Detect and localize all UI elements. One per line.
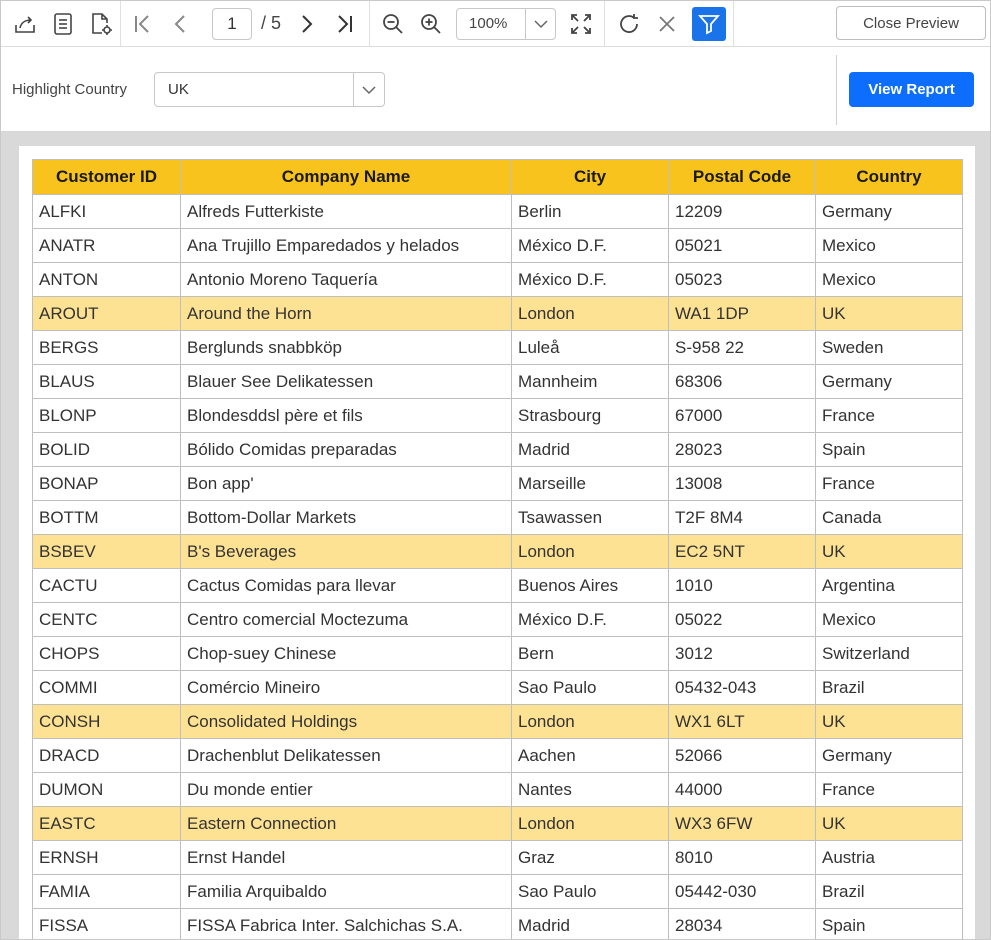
zoom-dropdown[interactable] (456, 8, 556, 40)
table-cell: Eastern Connection (181, 807, 512, 841)
table-cell: 05022 (669, 603, 816, 637)
table-cell: B's Beverages (181, 535, 512, 569)
table-cell: COMMI (33, 671, 181, 705)
highlight-country-value: UK (168, 81, 189, 98)
table-cell: Mexico (816, 263, 963, 297)
table-row (33, 365, 963, 399)
current-page-input[interactable]: 1 (212, 8, 252, 40)
table-cell: 68306 (669, 365, 816, 399)
table-cell: Madrid (512, 909, 669, 940)
table-cell: Brazil (816, 875, 963, 909)
chevron-down-icon[interactable] (353, 73, 384, 106)
table-cell: México D.F. (512, 603, 669, 637)
table-cell: 13008 (669, 467, 816, 501)
table-cell: 44000 (669, 773, 816, 807)
table-row (33, 195, 963, 229)
table-row (33, 671, 963, 705)
table-cell: Chop-suey Chinese (181, 637, 512, 671)
table-cell: Brazil (816, 671, 963, 705)
table-cell: CONSH (33, 705, 181, 739)
table-cell: Germany (816, 365, 963, 399)
table-row (33, 807, 963, 841)
table-cell: Ernst Handel (181, 841, 512, 875)
zoom-out-icon[interactable] (374, 6, 412, 42)
table-cell: Bottom-Dollar Markets (181, 501, 512, 535)
table-cell: 12209 (669, 195, 816, 229)
table-cell: Around the Horn (181, 297, 512, 331)
table-cell: CACTU (33, 569, 181, 603)
table-cell: UK (816, 807, 963, 841)
total-pages-label: / 5 (261, 13, 282, 33)
zoom-in-icon[interactable] (412, 6, 450, 42)
toolbar-zoom-group (370, 1, 600, 46)
table-cell: Du monde entier (181, 773, 512, 807)
table-cell: Blondesddsl père et fils (181, 399, 512, 433)
first-page-icon[interactable] (124, 6, 162, 42)
table-cell: London (512, 297, 669, 331)
table-cell: BOTTM (33, 501, 181, 535)
table-cell: ALFKI (33, 195, 181, 229)
table-cell: 05021 (669, 229, 816, 263)
report-page (19, 146, 975, 940)
table-cell: BONAP (33, 467, 181, 501)
close-preview-button[interactable]: Close Preview (836, 6, 986, 40)
table-cell: BERGS (33, 331, 181, 365)
table-cell: Antonio Moreno Taquería (181, 263, 512, 297)
table-cell: Cactus Comidas para llevar (181, 569, 512, 603)
column-header: City (512, 160, 669, 195)
table-cell: BLONP (33, 399, 181, 433)
table-row (33, 773, 963, 807)
toolbar-navigation-group (121, 1, 363, 46)
customer-table (32, 159, 963, 940)
table-cell: London (512, 705, 669, 739)
last-page-icon[interactable] (325, 6, 363, 42)
table-cell: Strasbourg (512, 399, 669, 433)
table-cell: DUMON (33, 773, 181, 807)
table-cell: ANTON (33, 263, 181, 297)
table-body (33, 195, 963, 940)
table-cell: CHOPS (33, 637, 181, 671)
table-row (33, 637, 963, 671)
next-page-icon[interactable] (287, 6, 325, 42)
table-row (33, 875, 963, 909)
toolbar-actions-group (605, 1, 726, 46)
document-icon[interactable] (44, 6, 82, 42)
table-cell: UK (816, 705, 963, 739)
table-cell: Ana Trujillo Emparedados y helados (181, 229, 512, 263)
zoom-value: 100% (469, 15, 508, 32)
report-canvas[interactable] (1, 132, 990, 940)
table-cell: Mannheim (512, 365, 669, 399)
table-cell: S-958 22 (669, 331, 816, 365)
table-cell: EASTC (33, 807, 181, 841)
table-cell: Aachen (512, 739, 669, 773)
table-cell: Bon app' (181, 467, 512, 501)
table-cell: France (816, 467, 963, 501)
table-row (33, 501, 963, 535)
table-cell: México D.F. (512, 263, 669, 297)
table-row (33, 841, 963, 875)
table-cell: Luleå (512, 331, 669, 365)
table-cell: Bern (512, 637, 669, 671)
table-cell: Sao Paulo (512, 875, 669, 909)
table-cell: Austria (816, 841, 963, 875)
toolbar-separator (733, 1, 734, 47)
table-cell: AROUT (33, 297, 181, 331)
table-cell: BLAUS (33, 365, 181, 399)
table-row (33, 569, 963, 603)
table-row (33, 603, 963, 637)
table-cell: Sweden (816, 331, 963, 365)
page-setup-icon[interactable] (82, 6, 120, 42)
toolbar-file-group (1, 1, 120, 46)
table-cell: Berlin (512, 195, 669, 229)
table-cell: 3012 (669, 637, 816, 671)
refresh-icon[interactable] (610, 6, 648, 42)
table-cell: WA1 1DP (669, 297, 816, 331)
table-cell: France (816, 399, 963, 433)
table-cell: Germany (816, 739, 963, 773)
table-cell: 8010 (669, 841, 816, 875)
table-cell: Sao Paulo (512, 671, 669, 705)
table-cell: Graz (512, 841, 669, 875)
table-cell: 28023 (669, 433, 816, 467)
table-cell: Familia Arquibaldo (181, 875, 512, 909)
table-row (33, 909, 963, 940)
table-row (33, 263, 963, 297)
table-cell: Consolidated Holdings (181, 705, 512, 739)
table-cell: Tsawassen (512, 501, 669, 535)
table-cell: Marseille (512, 467, 669, 501)
table-cell: Spain (816, 433, 963, 467)
table-cell: ANATR (33, 229, 181, 263)
table-row (33, 433, 963, 467)
table-cell: DRACD (33, 739, 181, 773)
table-row (33, 535, 963, 569)
table-cell: Mexico (816, 603, 963, 637)
table-cell: FISSA (33, 909, 181, 940)
panel-divider (836, 55, 837, 125)
table-cell: FISSA Fabrica Inter. Salchichas S.A. (181, 909, 512, 940)
column-header: Customer ID (33, 160, 181, 195)
table-cell: Drachenblut Delikatessen (181, 739, 512, 773)
table-row (33, 705, 963, 739)
column-header: Postal Code (669, 160, 816, 195)
table-cell: UK (816, 535, 963, 569)
parameter-panel (1, 47, 990, 132)
chevron-down-icon[interactable] (525, 9, 555, 39)
table-cell: BOLID (33, 433, 181, 467)
table-row (33, 739, 963, 773)
table-cell: France (816, 773, 963, 807)
highlight-country-label: Highlight Country (12, 81, 128, 98)
export-icon[interactable] (6, 6, 44, 42)
table-cell: Centro comercial Moctezuma (181, 603, 512, 637)
table-cell: London (512, 807, 669, 841)
table-cell: FAMIA (33, 875, 181, 909)
table-cell: 05023 (669, 263, 816, 297)
table-row (33, 467, 963, 501)
table-cell: Berglunds snabbköp (181, 331, 512, 365)
table-cell: Germany (816, 195, 963, 229)
highlight-country-select[interactable] (154, 72, 385, 107)
table-row (33, 297, 963, 331)
table-cell: Spain (816, 909, 963, 940)
view-report-button[interactable]: View Report (849, 72, 974, 107)
table-cell: T2F 8M4 (669, 501, 816, 535)
previous-page-icon[interactable] (162, 6, 200, 42)
table-cell: Blauer See Delikatessen (181, 365, 512, 399)
table-cell: Canada (816, 501, 963, 535)
table-row (33, 399, 963, 433)
filter-icon[interactable] (692, 7, 726, 41)
table-cell: 67000 (669, 399, 816, 433)
column-header: Company Name (181, 160, 512, 195)
table-cell: 28034 (669, 909, 816, 940)
table-cell: WX1 6LT (669, 705, 816, 739)
toolbar (1, 1, 990, 47)
table-cell: BSBEV (33, 535, 181, 569)
table-row (33, 331, 963, 365)
table-cell: Nantes (512, 773, 669, 807)
table-cell: WX3 6FW (669, 807, 816, 841)
table-cell: Alfreds Futterkiste (181, 195, 512, 229)
table-cell: Buenos Aires (512, 569, 669, 603)
table-cell: EC2 5NT (669, 535, 816, 569)
table-cell: Switzerland (816, 637, 963, 671)
table-cell: 05442-030 (669, 875, 816, 909)
table-cell: London (512, 535, 669, 569)
table-cell: CENTC (33, 603, 181, 637)
table-cell: 05432-043 (669, 671, 816, 705)
table-cell: Mexico (816, 229, 963, 263)
table-cell: Madrid (512, 433, 669, 467)
fit-page-icon[interactable] (562, 6, 600, 42)
table-cell: 52066 (669, 739, 816, 773)
table-header-row (33, 160, 963, 195)
table-cell: México D.F. (512, 229, 669, 263)
table-cell: ERNSH (33, 841, 181, 875)
table-cell: Comércio Mineiro (181, 671, 512, 705)
table-row (33, 229, 963, 263)
column-header: Country (816, 160, 963, 195)
table-cell: 1010 (669, 569, 816, 603)
close-icon[interactable] (648, 6, 686, 42)
table-cell: Bólido Comidas preparadas (181, 433, 512, 467)
table-cell: UK (816, 297, 963, 331)
table-cell: Argentina (816, 569, 963, 603)
